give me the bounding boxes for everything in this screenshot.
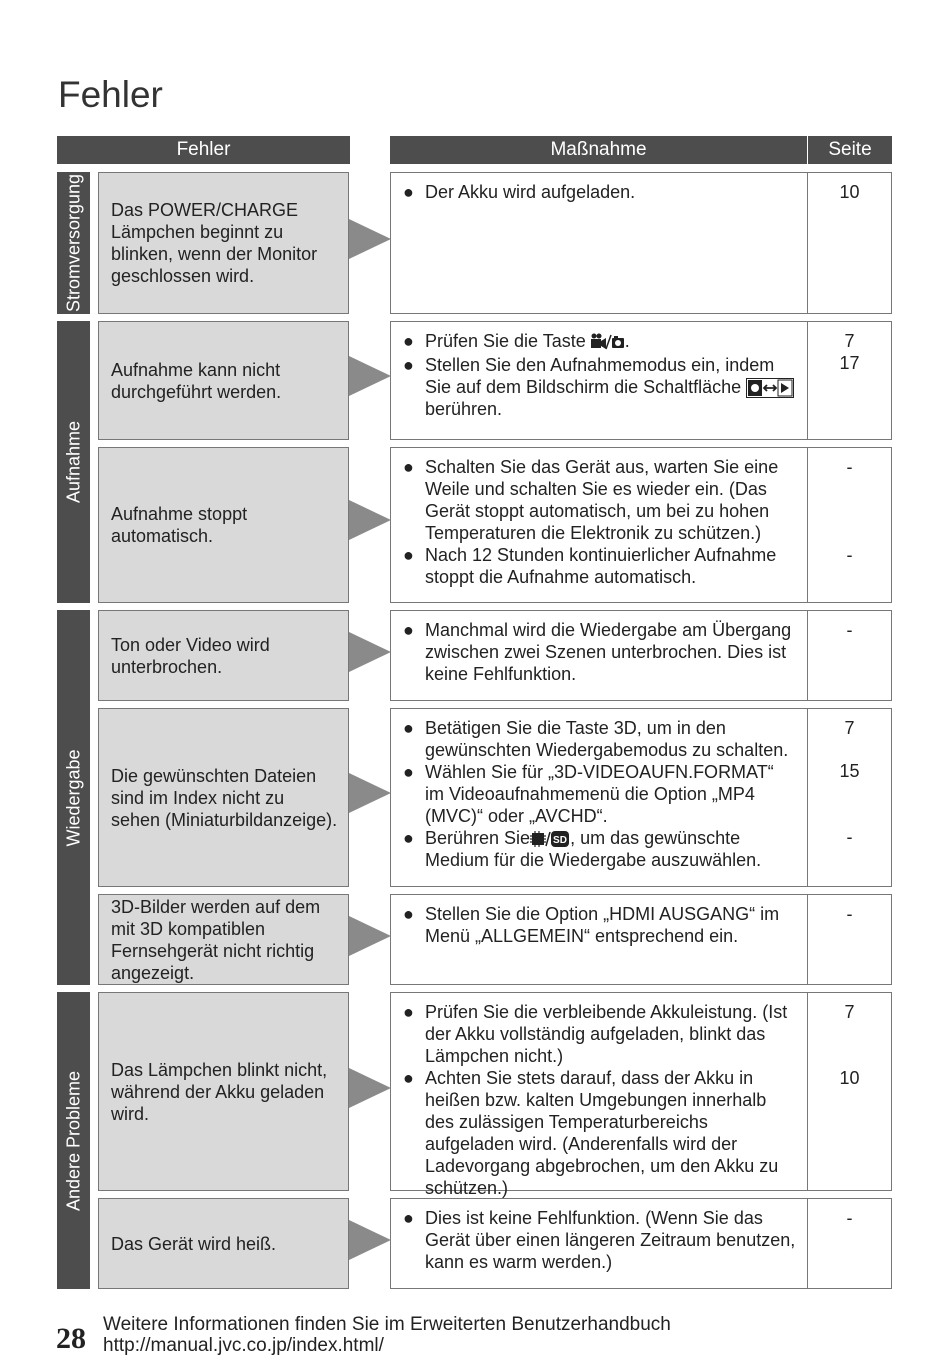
action-cell bbox=[390, 321, 808, 440]
action-cell bbox=[390, 610, 808, 701]
category-stromversorgung: Stromversorgung bbox=[57, 172, 90, 314]
page-cell: 7 17 bbox=[808, 321, 892, 440]
action-cell bbox=[390, 172, 808, 314]
arrow-icon bbox=[349, 916, 391, 956]
page-cell: - bbox=[808, 894, 892, 985]
list-item: ● Achten Sie stets darauf, dass der Akku in heißen bzw. kalten Umgebungen innerhalb des zulässigen Temperaturbereichs aufgeladen wird. (Anderenfalls wird der Ladevorgang abgebrochen, um den Akku zu schützen.) bbox=[403, 1068, 779, 1198]
list-item: ● Der Akku wird aufgeladen. bbox=[403, 182, 636, 202]
problem-cell: Aufnahme kann nicht durchgeführt werden. bbox=[98, 321, 349, 440]
list-item: ● Betätigen Sie die Taste 3D, um in den gewünschten Wiedergabemodus zu schalten. bbox=[403, 718, 789, 760]
action-cell bbox=[390, 894, 808, 985]
arrow-icon bbox=[349, 356, 391, 396]
category-wiedergabe: Wiedergabe bbox=[57, 610, 90, 985]
list-item: ● Wählen Sie für „3D-VIDEOAUFN.FORMAT“ im Videoaufnahmemenü die Option „MP4 (MVC)“ oder „AVCHD“. bbox=[403, 762, 774, 826]
category-aufnahme: Aufnahme bbox=[57, 321, 90, 603]
footer-info-text: Weitere Informationen finden Sie im Erweiterten Benutzerhandbuch bbox=[103, 1314, 671, 1335]
problem-cell: Das Lämpchen blinkt nicht, während der Akku geladen wird. bbox=[98, 992, 349, 1191]
action-cell bbox=[390, 447, 808, 603]
page-cell: 10 bbox=[808, 172, 892, 314]
page-title: Fehler bbox=[58, 74, 163, 115]
problem-cell: Das POWER/CHARGE Lämpchen beginnt zu blinken, wenn der Monitor geschlossen wird. bbox=[98, 172, 349, 314]
header-page: Seite bbox=[808, 136, 892, 164]
list-item: ● Prüfen Sie die Taste . bbox=[403, 331, 630, 351]
page-cell: - bbox=[808, 1198, 892, 1289]
arrow-icon bbox=[349, 1220, 391, 1260]
footer-url-link[interactable]: http://manual.jvc.co.jp/index.html/ bbox=[103, 1335, 384, 1356]
page-cell: 7 10 bbox=[808, 992, 892, 1191]
internal-memory-slash-sd-icon bbox=[530, 830, 570, 848]
arrow-icon bbox=[349, 219, 391, 259]
page-cell: 7 15 - bbox=[808, 708, 892, 887]
list-item: ● Nach 12 Stunden kontinuierlicher Aufnahme stoppt die Aufnahme automatisch. bbox=[403, 545, 777, 587]
movie-camera-slash-still-camera-icon bbox=[591, 333, 625, 351]
page-cell: - bbox=[808, 610, 892, 701]
list-item: ● Prüfen Sie die verbleibende Akkuleistung. (Ist der Akku vollständig aufgeladen, blinkt das Lämpchen nicht.) bbox=[403, 1002, 788, 1066]
list-item: ● Stellen Sie den Aufnahmemodus ein, indem Sie auf dem Bildschirm die Schaltfläche berühren. bbox=[403, 354, 797, 420]
category-andere-probleme: Andere Probleme bbox=[57, 992, 90, 1289]
arrow-icon bbox=[349, 1068, 391, 1108]
list-item: ● Schalten Sie das Gerät aus, warten Sie eine Weile und schalten Sie es wieder ein. (Das Gerät stoppt automatisch, um bei zu hohen Temperaturen die Elektronik zu schützen.) bbox=[403, 457, 779, 543]
list-item: ● Manchmal wird die Wiedergabe am Übergang zwischen zwei Szenen unterbrochen. Dies ist keine Fehlfunktion. bbox=[403, 620, 792, 684]
problem-cell: Die gewünschten Dateien sind im Index nicht zu sehen (Miniaturbildanzeige). bbox=[98, 708, 349, 887]
problem-cell: Aufnahme stoppt automatisch. bbox=[98, 447, 349, 603]
action-cell bbox=[390, 992, 808, 1198]
action-cell bbox=[390, 708, 808, 887]
page-cell: - - bbox=[808, 447, 892, 603]
action-cell bbox=[390, 1198, 808, 1289]
page-number: 28 bbox=[56, 1322, 86, 1355]
arrow-icon bbox=[349, 632, 391, 672]
record-play-mode-icon bbox=[746, 378, 794, 398]
arrow-icon bbox=[349, 773, 391, 813]
arrow-icon bbox=[349, 500, 391, 540]
list-item: ● Berühren Sie SD , um das gewünschte Medium für die Wiedergabe auszuwählen. bbox=[403, 828, 762, 870]
problem-cell: Das Gerät wird heiß. bbox=[98, 1198, 349, 1289]
svg-text:SD: SD bbox=[553, 835, 568, 847]
header-action: Maßnahme bbox=[390, 136, 808, 164]
problem-cell: Ton oder Video wird unterbrochen. bbox=[98, 610, 349, 701]
list-item: ● Dies ist keine Fehlfunktion. (Wenn Sie das Gerät über einen längeren Zeitraum benutzen, kann es warm werden.) bbox=[403, 1208, 796, 1272]
header-problem: Fehler bbox=[57, 136, 350, 164]
problem-cell: 3D-Bilder werden auf dem mit 3D kompatiblen Fernsehgerät nicht richtig angezeigt. bbox=[98, 894, 349, 985]
list-item: ● Stellen Sie die Option „HDMI AUSGANG“ im Menü „ALLGEMEIN“ entsprechend ein. bbox=[403, 904, 780, 946]
